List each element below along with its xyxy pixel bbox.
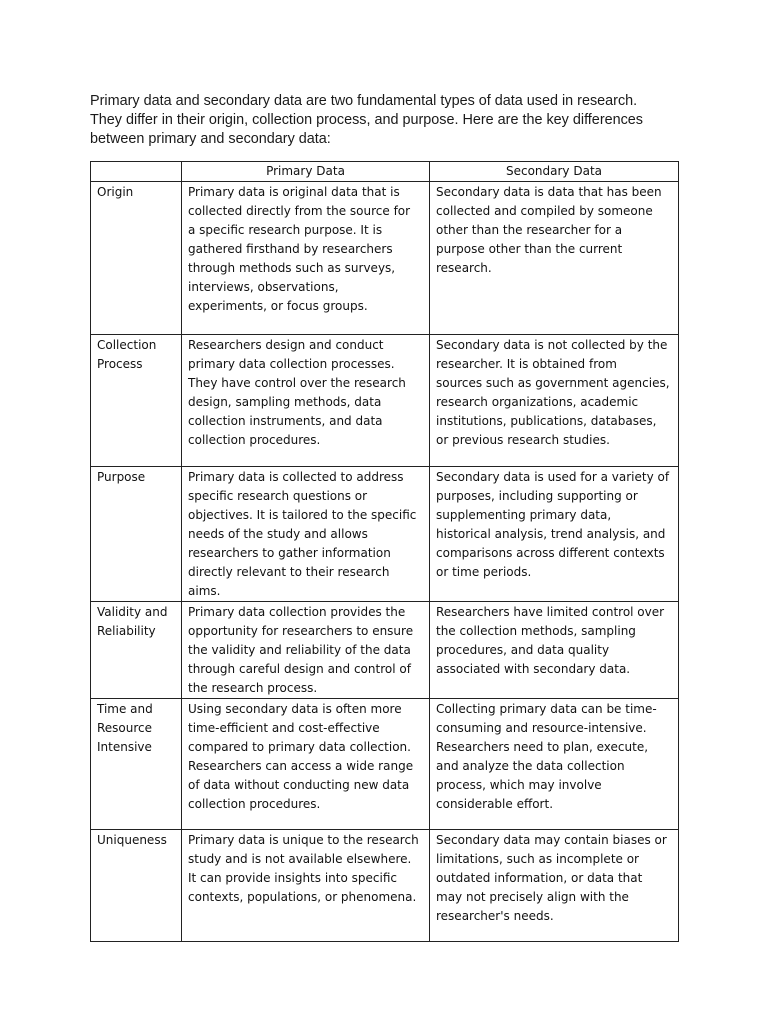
cell-line: supplementing primary data,: [436, 508, 612, 522]
primary-cell: [182, 335, 430, 467]
cell-line: Using secondary data is often more: [188, 702, 402, 716]
cell-line: Researchers need to plan, execute,: [436, 740, 649, 754]
cell-line: or previous research studies.: [436, 433, 610, 447]
cell-line: may not precisely align with the: [436, 890, 629, 904]
comparison-table: [90, 161, 679, 942]
primary-cell: [182, 830, 430, 942]
cell-line: Secondary data is not collected by the: [436, 338, 668, 352]
cell-line: associated with secondary data.: [436, 662, 631, 676]
cell-line: procedures, and data quality: [436, 643, 610, 657]
cell-line: experiments, or focus groups.: [188, 299, 368, 313]
cell-line: gathered firsthand by researchers: [188, 242, 393, 256]
table-row-origin: [91, 182, 679, 335]
table-header-row: [91, 162, 679, 182]
cell-line: Researchers have limited control over: [436, 605, 665, 619]
label-line: Validity and: [97, 605, 168, 619]
cell-line: interviews, observations,: [188, 280, 339, 294]
row-label: [91, 467, 182, 602]
label-line: Process: [97, 357, 143, 371]
secondary-cell: [430, 335, 679, 467]
cell-line: limitations, such as incomplete or: [436, 852, 639, 866]
cell-line: design, sampling methods, data: [188, 395, 382, 409]
primary-cell: [182, 602, 430, 699]
cell-line: collection instruments, and data: [188, 414, 383, 428]
primary-cell: [182, 182, 430, 335]
header-empty-cell: [91, 162, 182, 182]
cell-line: process, which may involve: [436, 778, 602, 792]
label-line: Origin: [97, 185, 134, 199]
intro-paragraph: [90, 92, 680, 149]
cell-line: Secondary data is used for a variety of: [436, 470, 670, 484]
cell-line: Researchers design and conduct: [188, 338, 384, 352]
secondary-cell: [430, 830, 679, 942]
cell-line: collection procedures.: [188, 433, 321, 447]
header-secondary-data: Secondary Data: [430, 162, 679, 182]
cell-line: collection procedures.: [188, 797, 321, 811]
cell-line: historical analysis, trend analysis, and: [436, 527, 666, 541]
label-line: Reliability: [97, 624, 156, 638]
table-row-collection-process: [91, 335, 679, 467]
cell-line: objectives. It is tailored to the specific: [188, 508, 417, 522]
cell-line: Primary data is collected to address: [188, 470, 404, 484]
cell-line: purpose other than the current: [436, 242, 623, 256]
label-line: Intensive: [97, 740, 152, 754]
secondary-cell: [430, 602, 679, 699]
cell-line: the research process.: [188, 681, 318, 695]
cell-line: researcher. It is obtained from: [436, 357, 617, 371]
intro-line: Primary data and secondary data are two fundamental types of data used in research.: [90, 93, 638, 109]
cell-line: contexts, populations, or phenomena.: [188, 890, 417, 904]
cell-line: Primary data is original data that is: [188, 185, 400, 199]
cell-line: It can provide insights into specific: [188, 871, 397, 885]
row-label: [91, 182, 182, 335]
secondary-cell: [430, 467, 679, 602]
cell-line: needs of the study and allows: [188, 527, 368, 541]
row-label: [91, 830, 182, 942]
cell-line: researchers to gather information: [188, 546, 391, 560]
cell-line: specific research questions or: [188, 489, 368, 503]
cell-line: aims.: [188, 584, 221, 598]
cell-line: purposes, including supporting or: [436, 489, 638, 503]
label-line: Purpose: [97, 470, 146, 484]
cell-line: other than the researcher for a: [436, 223, 623, 237]
cell-line: the collection methods, sampling: [436, 624, 636, 638]
cell-line: primary data collection processes.: [188, 357, 395, 371]
table-row-validity-reliability: [91, 602, 679, 699]
label-line: Time and: [97, 702, 153, 716]
row-label: [91, 699, 182, 830]
table-row-purpose: [91, 467, 679, 602]
row-label: [91, 335, 182, 467]
cell-line: researcher's needs.: [436, 909, 554, 923]
cell-line: consuming and resource-intensive.: [436, 721, 647, 735]
cell-line: through careful design and control of: [188, 662, 411, 676]
cell-line: directly relevant to their research: [188, 565, 390, 579]
cell-line: through methods such as surveys,: [188, 261, 396, 275]
cell-line: Primary data collection provides the: [188, 605, 406, 619]
cell-line: study and is not available elsewhere.: [188, 852, 412, 866]
cell-line: collected directly from the source for: [188, 204, 411, 218]
cell-line: Researchers can access a wide range: [188, 759, 414, 773]
cell-line: collected and compiled by someone: [436, 204, 653, 218]
cell-line: research.: [436, 261, 492, 275]
label-line: Resource: [97, 721, 153, 735]
cell-line: Secondary data is data that has been: [436, 185, 662, 199]
row-label: [91, 602, 182, 699]
cell-line: institutions, publications, databases,: [436, 414, 657, 428]
cell-line: time-efficient and cost-effective: [188, 721, 380, 735]
label-line: Collection: [97, 338, 157, 352]
cell-line: and analyze the data collection: [436, 759, 625, 773]
cell-line: compared to primary data collection.: [188, 740, 411, 754]
cell-line: or time periods.: [436, 565, 532, 579]
header-primary-data: Primary Data: [182, 162, 430, 182]
cell-line: They have control over the research: [188, 376, 406, 390]
secondary-cell: [430, 182, 679, 335]
cell-line: comparisons across different contexts: [436, 546, 665, 560]
table-row-uniqueness: [91, 830, 679, 942]
cell-line: considerable effort.: [436, 797, 554, 811]
cell-line: the validity and reliability of the data: [188, 643, 411, 657]
cell-line: Collecting primary data can be time-: [436, 702, 657, 716]
table-row-time-resource: [91, 699, 679, 830]
cell-line: outdated information, or data that: [436, 871, 643, 885]
cell-line: Secondary data may contain biases or: [436, 833, 667, 847]
secondary-cell: [430, 699, 679, 830]
label-line: Uniqueness: [97, 833, 167, 847]
intro-line: between primary and secondary data:: [90, 131, 331, 147]
primary-cell: [182, 699, 430, 830]
primary-cell: [182, 467, 430, 602]
cell-line: Primary data is unique to the research: [188, 833, 419, 847]
cell-line: a specific research purpose. It is: [188, 223, 383, 237]
intro-line: They differ in their origin, collection process, and purpose. Here are the key differences: [90, 112, 644, 128]
cell-line: sources such as government agencies,: [436, 376, 670, 390]
cell-line: of data without conducting new data: [188, 778, 410, 792]
cell-line: research organizations, academic: [436, 395, 639, 409]
cell-line: opportunity for researchers to ensure: [188, 624, 414, 638]
